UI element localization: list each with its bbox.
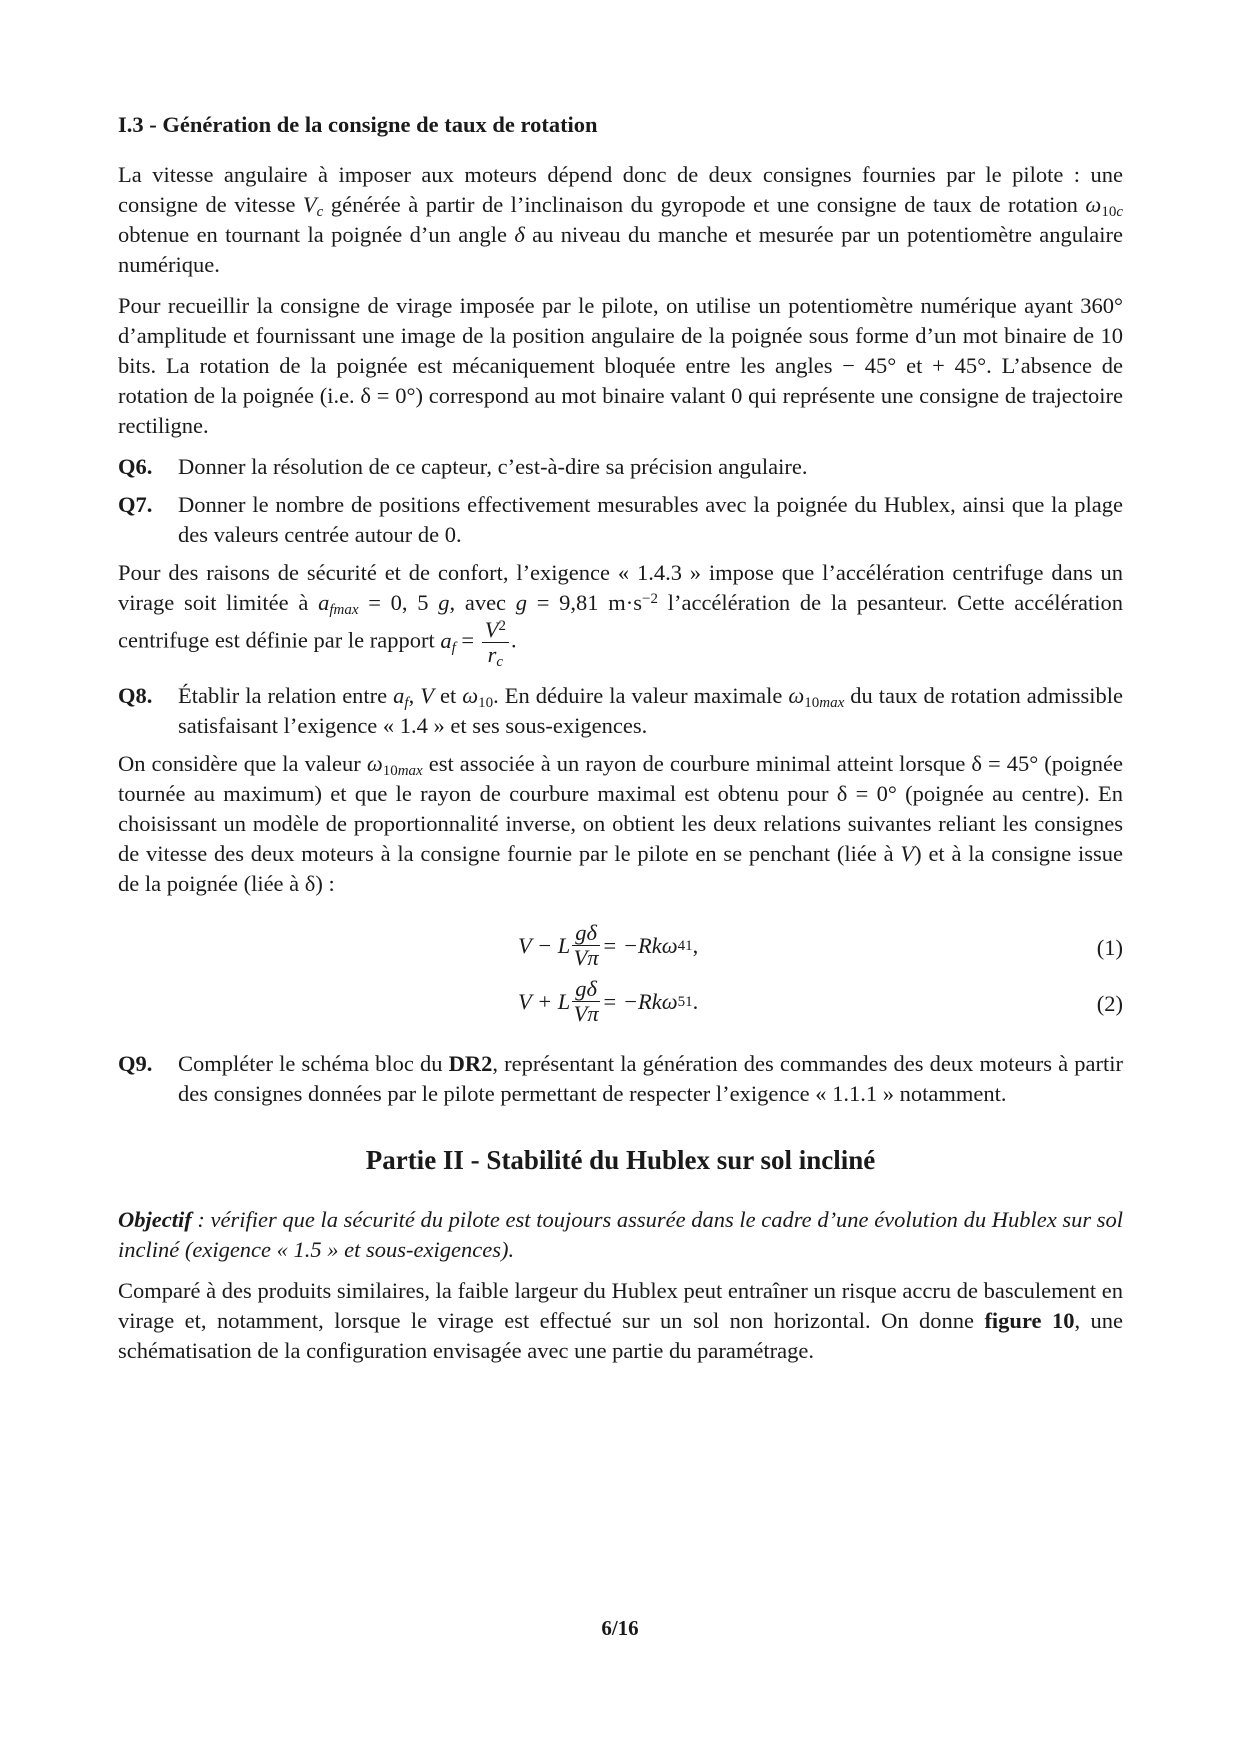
fraction-v2-rc: $\frac{V^2}{r_c}$ xyxy=(482,618,509,667)
question-number: Q6. xyxy=(118,454,153,479)
question-text: Donner la résolution de ce capteur, c’est-à-dire sa précision angulaire. xyxy=(178,454,808,479)
paragraph-acceleration: Pour des raisons de sécurité et de confort, l’exigence « 1.4.3 » impose que l’accélération centrifuge dans un virage soit limitée à $a_{fmax} = 0$, 5 g, avec g = 9,81 $m\cdot s^{-2}$ l’accélération de la pesanteur. Cette accélération centrifuge est définie par le rapport $a_f$ = $\frac{V^2}{r_c}$ . xyxy=(118,560,1123,670)
question-text: Compléter le schéma bloc du DR2, représentant la génération des commandes des deux moteurs à partir des consignes données par le pilote permettant de respecter l’exigence « 1.1.1 » notamment. xyxy=(178,1051,1124,1106)
question-number: Q7. xyxy=(118,492,153,517)
equation-number-1: (1) xyxy=(1096,935,1123,960)
question-q6 xyxy=(118,452,1123,482)
page-number: 6/16 xyxy=(601,1616,639,1640)
paragraph-modele: On considère que la valeur $\omega_{10max}$ est associée à un rayon de courbure minimal atteint lorsque δ = 45° (poignée tournée au maximum) et que le rayon de courbure maximal est obtenu pour δ = 0° (poignée au centre). En choisissant un modèle de proportionnalité inverse, on obtient les deux relations suivantes reliant les consignes de vitesse des deux moteurs à la consigne fournie par le pilote en se penchant (liée à V) et à la consigne issue de la poignée (liée à δ) : xyxy=(118,751,1124,896)
paragraph-comparaison: Comparé à des produits similaires, la faible largeur du Hublex peut entraîner un risque accru de basculement en virage et, notamment, lorsque le virage est effectué sur un sol non horizontal. On donne figure 10, une schématisation de la configuration envisagée avec une partie du paramétrage. xyxy=(118,1278,1123,1363)
question-q7 xyxy=(118,490,1123,550)
equation-number-2: (2) xyxy=(1096,991,1123,1016)
equation-1: V − L $\frac{g\delta}{V\pi}$ = −Rkω 41 , xyxy=(518,920,699,970)
equation-2: V + L $\frac{g\delta}{V\pi}$ = −Rkω 51 . xyxy=(518,976,699,1026)
page-content xyxy=(118,110,1123,1377)
paragraph-consignes: La vitesse angulaire à imposer aux moteurs dépend donc de deux consignes fournies par le pilote : une consigne de vitesse $V_c$ générée à partir de l’inclinaison du gyropode et une consigne de taux de rotation $\omega_{10c}$ obtenue en tournant la poignée d’un angle δ au niveau du manche et mesurée par un potentiomètre angulaire numérique. xyxy=(118,162,1124,277)
question-q8 xyxy=(118,681,1123,741)
section-title: I.3 - Génération de la consigne de taux de rotation xyxy=(118,112,598,137)
question-number: Q8. xyxy=(118,683,153,708)
part-title: Partie II - Stabilité du Hublex sur sol incliné xyxy=(365,1145,876,1175)
paragraph-potentiometre: Pour recueillir la consigne de virage imposée par le pilote, on utilise un potentiomètre numérique ayant 360° d’amplitude et fournissant une image de la position angulaire de la poignée sous forme d’un mot binaire de 10 bits. La rotation de la poignée est mécaniquement bloquée entre les angles − 45° et + 45°. L’absence de rotation de la poignée (i.e. δ = 0°) correspond au mot binaire valant 0 qui représente une consigne de trajectoire rectiligne. xyxy=(118,293,1123,438)
question-text: Donner le nombre de positions effectivement mesurables avec la poignée du Hublex, ainsi que la plage des valeurs centrée autour de 0. xyxy=(178,492,1123,547)
equations-block xyxy=(118,917,1123,1037)
paragraph-objectif: Objectif : vérifier que la sécurité du pilote est toujours assurée dans le cadre d’une évolution du Hublex sur sol incliné (exigence « 1.5 » et sous-exigences). xyxy=(118,1207,1123,1262)
question-text: Établir la relation entre $a_f$, V et $\omega_{10}$. En déduire la valeur maximale $\omega_{10max}$ du taux de rotation admissible satisfaisant l’exigence « 1.4 » et ses sous-exigences. xyxy=(178,683,1124,738)
question-q9 xyxy=(118,1049,1123,1109)
question-number: Q9. xyxy=(118,1051,153,1076)
